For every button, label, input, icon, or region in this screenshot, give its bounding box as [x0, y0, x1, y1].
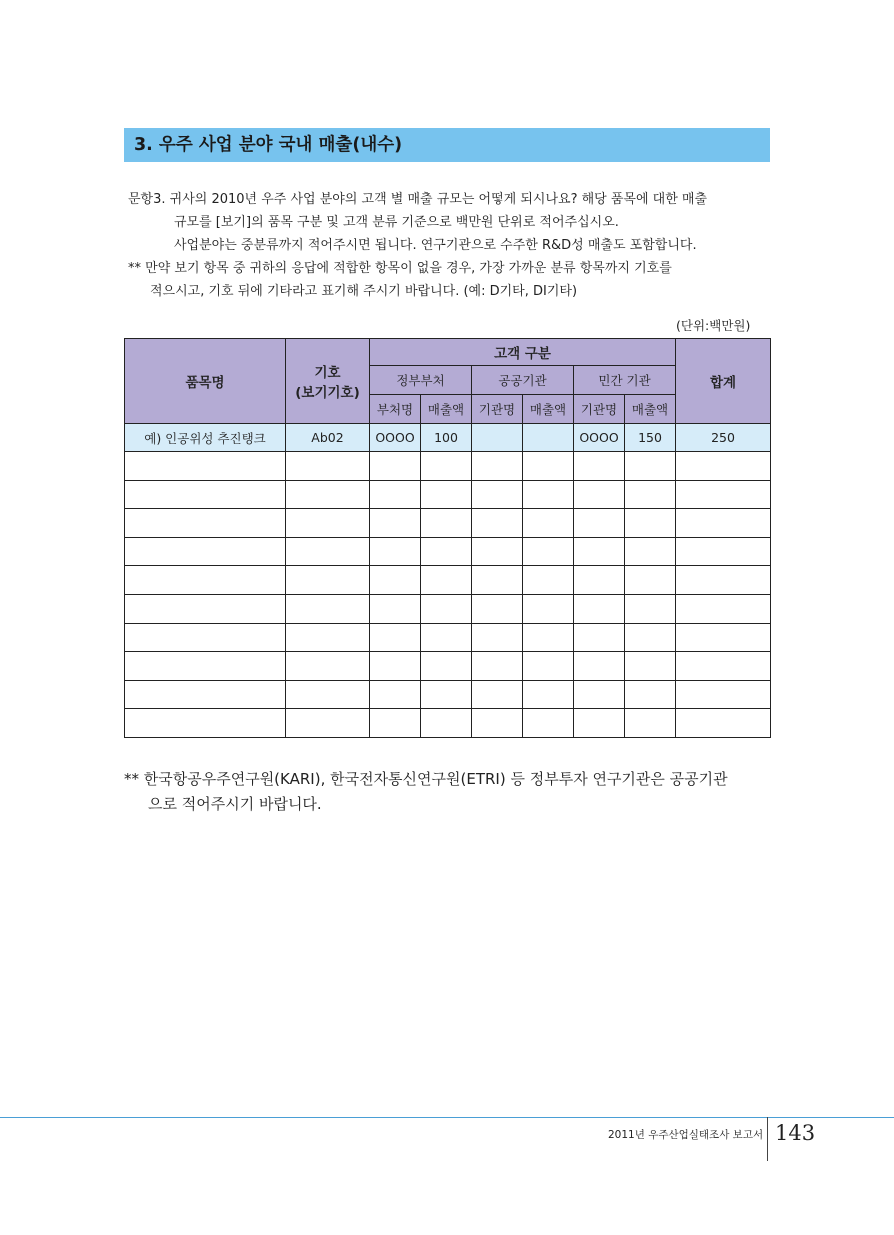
empty-cell[interactable]	[676, 709, 771, 738]
empty-cell[interactable]	[286, 652, 370, 681]
empty-cell[interactable]	[125, 623, 286, 652]
empty-cell[interactable]	[286, 594, 370, 623]
empty-cell[interactable]	[523, 566, 574, 595]
empty-cell[interactable]	[286, 452, 370, 481]
empty-cell[interactable]	[370, 709, 421, 738]
table-row	[125, 680, 771, 709]
header-inst-name: 기관명	[574, 395, 625, 424]
header-code	[286, 339, 370, 424]
empty-cell[interactable]	[125, 509, 286, 538]
page-number: 143	[775, 1121, 816, 1145]
empty-cell[interactable]	[286, 509, 370, 538]
cell-dept: OOOO	[370, 424, 421, 452]
empty-cell[interactable]	[472, 566, 523, 595]
question-line-1: 문항3. 귀사의 2010년 우주 사업 분야의 고객 별 매출 규모는 어떻게 되시나요? 해당 품목에 대한 매출	[128, 192, 708, 207]
empty-cell[interactable]	[421, 537, 472, 566]
table-row	[125, 623, 771, 652]
empty-cell[interactable]	[523, 680, 574, 709]
table-row	[125, 709, 771, 738]
empty-cell[interactable]	[421, 680, 472, 709]
empty-cell[interactable]	[676, 594, 771, 623]
empty-cell[interactable]	[625, 480, 676, 509]
empty-cell[interactable]	[625, 509, 676, 538]
header-customer-type: 고객 구분	[370, 339, 676, 366]
empty-cell[interactable]	[125, 480, 286, 509]
empty-cell[interactable]	[472, 537, 523, 566]
empty-cell[interactable]	[421, 594, 472, 623]
header-sales: 매출액	[625, 395, 676, 424]
table-row	[125, 452, 771, 481]
empty-cell[interactable]	[676, 566, 771, 595]
empty-cell[interactable]	[472, 509, 523, 538]
empty-cell[interactable]	[421, 480, 472, 509]
empty-cell[interactable]	[125, 452, 286, 481]
table-row	[125, 652, 771, 681]
empty-cell[interactable]	[370, 594, 421, 623]
empty-cell[interactable]	[286, 709, 370, 738]
cell-sales: 150	[625, 424, 676, 452]
empty-cell[interactable]	[370, 680, 421, 709]
note-line-1: ** 만약 보기 항목 중 귀하의 응답에 적합한 항목이 없을 경우, 가장 가까운 분류 항목까지 기호를	[128, 261, 672, 276]
empty-cell[interactable]	[125, 537, 286, 566]
footnote	[124, 767, 784, 817]
empty-cell[interactable]	[676, 509, 771, 538]
empty-cell[interactable]	[625, 652, 676, 681]
note-line-2: 적으시고, 기호 뒤에 기타라고 표기해 주시기 바랍니다. (예: D기타, DI기타)	[150, 284, 578, 299]
empty-cell[interactable]	[286, 537, 370, 566]
empty-cell[interactable]	[625, 537, 676, 566]
footer-report-title: 2011년 우주산업실태조사 보고서	[608, 1129, 764, 1141]
empty-cell[interactable]	[574, 594, 625, 623]
empty-cell[interactable]	[676, 452, 771, 481]
empty-cell[interactable]	[625, 566, 676, 595]
empty-cell[interactable]	[370, 566, 421, 595]
table-row	[125, 480, 771, 509]
empty-cell[interactable]	[625, 594, 676, 623]
footer-rule	[0, 1117, 894, 1118]
empty-cell[interactable]	[125, 566, 286, 595]
empty-cell[interactable]	[286, 566, 370, 595]
empty-cell[interactable]	[472, 594, 523, 623]
empty-cell[interactable]	[125, 594, 286, 623]
empty-cell[interactable]	[676, 623, 771, 652]
empty-cell[interactable]	[625, 680, 676, 709]
example-row	[125, 424, 771, 452]
empty-cell[interactable]	[574, 537, 625, 566]
header-dept-name: 부처명	[370, 395, 421, 424]
empty-cell[interactable]	[421, 452, 472, 481]
footnote-line-2: 으로 적어주시기 바랍니다.	[148, 795, 322, 813]
empty-cell[interactable]	[523, 623, 574, 652]
empty-cell[interactable]	[625, 623, 676, 652]
empty-cell[interactable]	[370, 480, 421, 509]
question-line-2: 규모를 [보기]의 품목 구분 및 고객 분류 기준으로 백만원 단위로 적어주십시오.	[174, 215, 619, 230]
header-sales: 매출액	[421, 395, 472, 424]
section-title: 3. 우주 사업 분야 국내 매출(내수)	[124, 128, 770, 162]
sales-table	[124, 338, 771, 738]
empty-cell[interactable]	[472, 480, 523, 509]
table-row	[125, 537, 771, 566]
header-code-line-2: (보기기호)	[295, 385, 360, 401]
empty-cell[interactable]	[370, 452, 421, 481]
empty-cell[interactable]	[370, 652, 421, 681]
empty-cell[interactable]	[472, 680, 523, 709]
empty-cell[interactable]	[574, 480, 625, 509]
empty-cell[interactable]	[523, 652, 574, 681]
header-total: 합계	[676, 339, 771, 424]
footer-divider	[767, 1117, 768, 1161]
empty-cell[interactable]	[125, 652, 286, 681]
cell-code: Ab02	[286, 424, 370, 452]
empty-cell[interactable]	[574, 623, 625, 652]
empty-cell[interactable]	[574, 680, 625, 709]
table-row	[125, 594, 771, 623]
empty-cell[interactable]	[625, 709, 676, 738]
empty-cell[interactable]	[370, 537, 421, 566]
empty-cell[interactable]	[676, 480, 771, 509]
empty-cell[interactable]	[286, 680, 370, 709]
empty-cell[interactable]	[472, 452, 523, 481]
empty-cell[interactable]	[286, 480, 370, 509]
footnote-line-1: ** 한국항공우주연구원(KARI), 한국전자통신연구원(ETRI) 등 정부투자 연구기관은 공공기관	[124, 770, 728, 788]
header-public: 공공기관	[472, 366, 574, 395]
cell-sales	[523, 424, 574, 452]
cell-inst: OOOO	[574, 424, 625, 452]
empty-cell[interactable]	[523, 537, 574, 566]
empty-cell[interactable]	[286, 623, 370, 652]
empty-cell[interactable]	[625, 452, 676, 481]
empty-cell[interactable]	[523, 594, 574, 623]
cell-inst	[472, 424, 523, 452]
empty-cell[interactable]	[676, 680, 771, 709]
cell-sales: 100	[421, 424, 472, 452]
empty-cell[interactable]	[676, 537, 771, 566]
empty-cell[interactable]	[676, 652, 771, 681]
unit-label: (단위:백만원)	[676, 318, 751, 333]
empty-cell[interactable]	[421, 709, 472, 738]
empty-cell[interactable]	[574, 452, 625, 481]
empty-cell[interactable]	[472, 709, 523, 738]
header-code-line-1: 기호	[314, 365, 341, 381]
empty-cell[interactable]	[421, 509, 472, 538]
header-item-name: 품목명	[125, 339, 286, 424]
empty-cell[interactable]	[574, 709, 625, 738]
empty-cell[interactable]	[370, 623, 421, 652]
header-inst-name: 기관명	[472, 395, 523, 424]
empty-cell[interactable]	[523, 509, 574, 538]
empty-cell[interactable]	[574, 509, 625, 538]
question-line-3: 사업분야는 중분류까지 적어주시면 됩니다. 연구기관으로 수주한 R&D성 매출도 포함합니다.	[174, 238, 697, 253]
empty-cell[interactable]	[421, 652, 472, 681]
cell-item: 예) 인공위성 추진탱크	[125, 424, 286, 452]
empty-cell[interactable]	[125, 709, 286, 738]
table-row	[125, 566, 771, 595]
header-gov: 정부부처	[370, 366, 472, 395]
question-block	[128, 188, 778, 303]
table-row	[125, 509, 771, 538]
empty-cell[interactable]	[370, 509, 421, 538]
empty-cell[interactable]	[523, 709, 574, 738]
empty-cell[interactable]	[574, 652, 625, 681]
header-private: 민간 기관	[574, 366, 676, 395]
empty-cell[interactable]	[472, 623, 523, 652]
empty-cell[interactable]	[523, 452, 574, 481]
empty-cell[interactable]	[421, 566, 472, 595]
empty-cell[interactable]	[472, 652, 523, 681]
cell-total: 250	[676, 424, 771, 452]
empty-cell[interactable]	[523, 480, 574, 509]
empty-cell[interactable]	[421, 623, 472, 652]
empty-cell[interactable]	[574, 566, 625, 595]
header-sales: 매출액	[523, 395, 574, 424]
empty-cell[interactable]	[125, 680, 286, 709]
